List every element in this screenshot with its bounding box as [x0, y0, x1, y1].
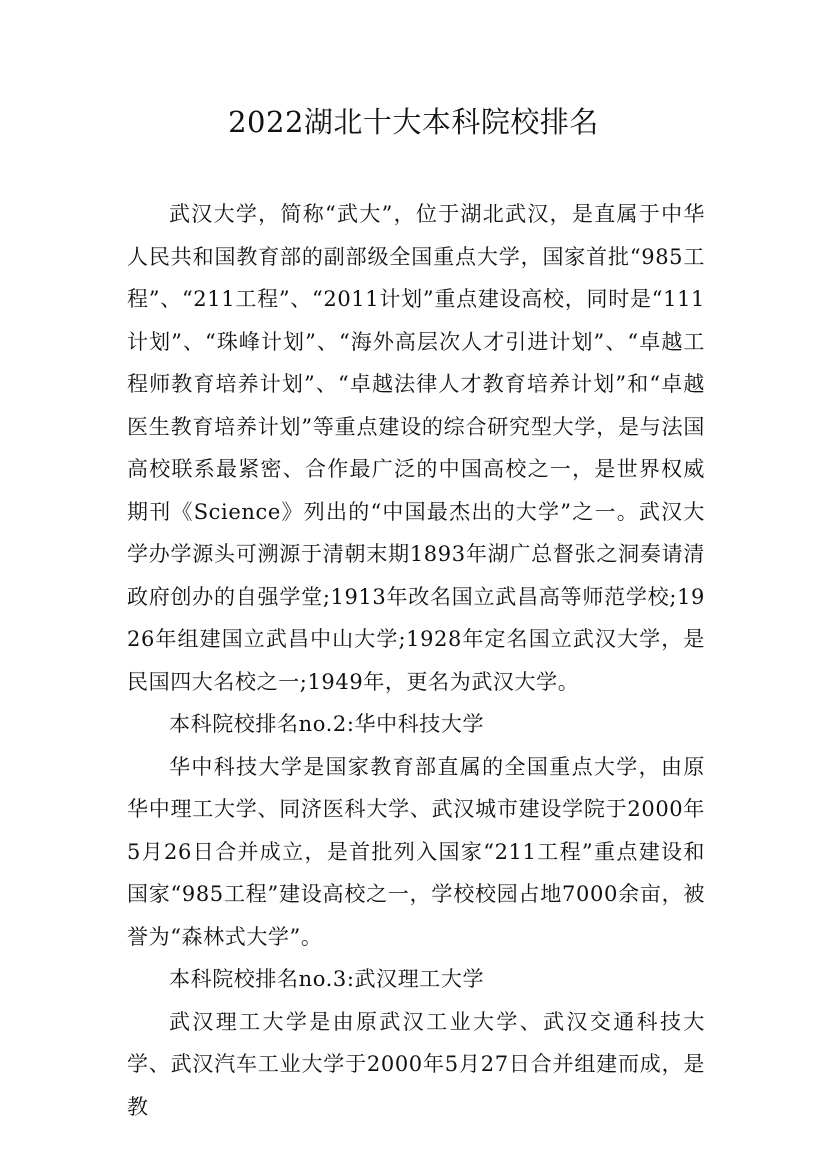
paragraph-hust: 华中科技大学是国家教育部直属的全国重点大学，由原华中理工大学、同济医科大学、武汉城市建设学院于2000年5月26日合并成立，是首批列入国家“211工程”重点建设和国家“985工程”建设高校之一，学校校园占地7000余亩，被誉为“森林式大学”。 — [127, 754, 705, 949]
document-title: 2022湖北十大本科院校排名 — [228, 105, 599, 139]
ranking-heading-no2: 本科院校排名no.2:华中科技大学 — [169, 712, 485, 736]
document-body — [127, 193, 705, 1128]
ranking-heading-no3: 本科院校排名no.3:武汉理工大学 — [169, 967, 485, 991]
paragraph-whut: 武汉理工大学是由原武汉工业大学、武汉交通科技大学、武汉汽车工业大学于2000年5月27日合并组建而成，是教 — [127, 1009, 705, 1119]
paragraph-wuhan-university: 武汉大学，简称“武大”，位于湖北武汉，是直属于中华人民共和国教育部的副部级全国重点大学，国家首批“985工程”、“211工程”、“2011计划”重点建设高校，同时是“111计划”、“珠峰计划”、“海外高层次人才引进计划”、“卓越工程师教育培养计划”、“卓越法律人才教育培养计划”和“卓越医生教育培养计划”等重点建设的综合研究型大学，是与法国高校联系最紧密、合作最广泛的中国高校之一，是世界权威期刊《Science》列出的“中国最杰出的大学”之一。武汉大学办学源头可溯源于清朝末期1893年湖广总督张之洞奏请清政府创办的自强学堂;1913年改名国立武昌高等师范学校;1926年组建国立武昌中山大学;1928年定名国立武汉大学，是民国四大名校之一;1949年，更名为武汉大学。 — [127, 202, 705, 694]
